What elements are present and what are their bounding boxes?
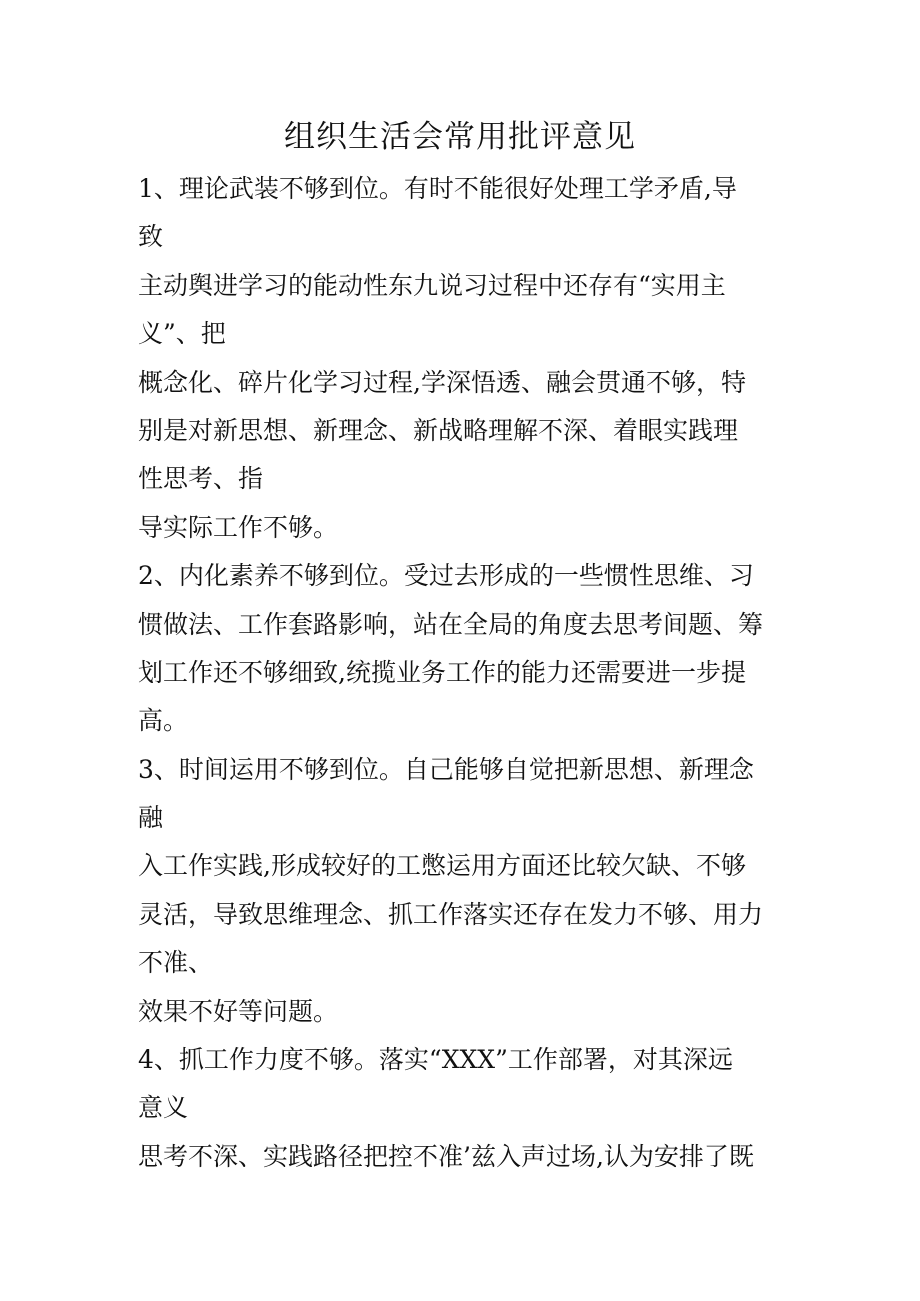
text-line: 灵活，导致思维理念、抓工作落实还存在发力不够、用力 bbox=[138, 899, 764, 929]
text-line: 融 bbox=[138, 803, 164, 833]
text-line: 思考不深、实践路径把控不准’兹入声过场,认为安排了既 bbox=[138, 1141, 754, 1171]
text-line: 入工作实践,形成较好的工憋运用方面还比较欠缺、不够 bbox=[138, 851, 746, 881]
text-line: 义”、把 bbox=[138, 319, 226, 349]
text-line: 4、抓工作力度不够。落实“XXX”工作部署，对其深远 bbox=[138, 1045, 733, 1075]
document-title: 组织生活会常用批评意见 bbox=[284, 119, 636, 155]
text-line: 别是对新思想、新理念、新战略理解不深、着眼实践理 bbox=[138, 415, 739, 445]
text-line: 1、理论武装不够到位。有时不能很好处理工学矛盾,导 bbox=[138, 174, 737, 203]
text-line: 性思考、指 bbox=[138, 464, 264, 494]
text-line: 概念化、碎片化学习过程,学深悟透、融会贯通不够，特 bbox=[138, 367, 746, 397]
text-line: 不准、 bbox=[138, 948, 214, 978]
text-line: 惯做法、工作套路影响，站在全局的角度去思考间题、筹 bbox=[138, 609, 764, 639]
text-line: 主动舆进学习的能动性东九说习过程中还存有“实用主 bbox=[138, 270, 726, 300]
text-line: 导实际工作不够。 bbox=[138, 512, 339, 542]
text-line: 2、内化素养不够到位。受过去形成的一些惯性思维、习 bbox=[138, 561, 754, 591]
text-line: 致 bbox=[138, 222, 164, 252]
text-line: 意义 bbox=[138, 1093, 189, 1123]
text-line: 3、时间运用不够到位。自己能够自觉把新思想、新理念 bbox=[138, 754, 754, 784]
text-line: 划工作还不够细致,统揽业务工作的能力还需要进一步提 bbox=[138, 657, 746, 687]
document-body bbox=[138, 165, 798, 1181]
text-line: 高。 bbox=[138, 706, 189, 736]
text-line: 效果不好等问题。 bbox=[138, 996, 339, 1026]
